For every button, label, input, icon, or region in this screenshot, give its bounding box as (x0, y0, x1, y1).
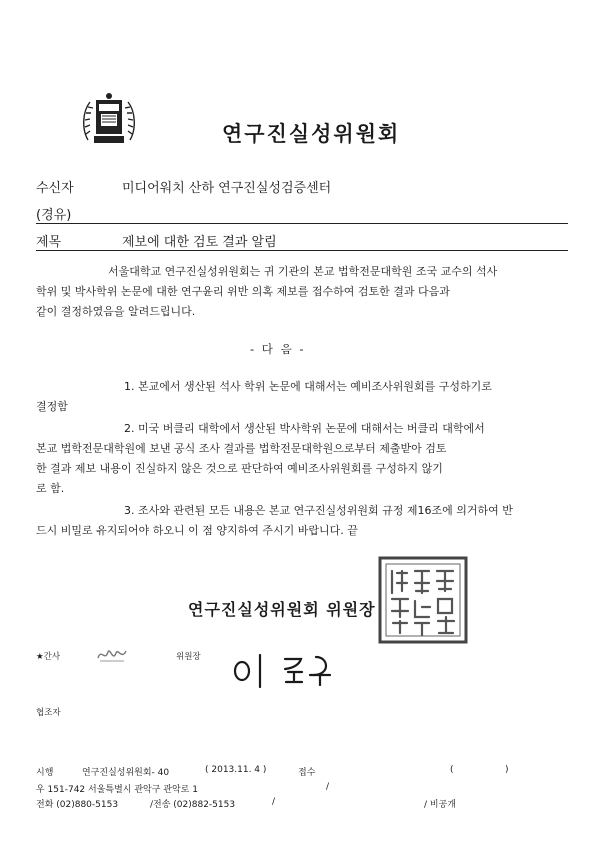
item-1-line-1: 1. 본교에서 생산된 석사 학위 논문에 대해서는 예비조사위원회를 구성하기로 (124, 380, 492, 393)
fax-number: /전송 (02)882-5153 (150, 800, 236, 810)
disclosure-status: / 비공개 (424, 800, 456, 810)
receipt-value: ( ) (450, 765, 509, 775)
enforce-label: 시행 (36, 768, 54, 778)
item-3-line-2: 드시 비밀로 유지되어야 하오니 이 점 양지하여 주시기 바랍니다. 끝 (36, 524, 358, 537)
item-2-line-3: 한 결과 제보 내용이 진실하지 않은 것으로 판단하여 예비조사위원회를 구성하지 않기 (36, 462, 443, 475)
via-label: (경유) (36, 208, 72, 223)
receipt-label: 접수 (298, 768, 316, 778)
intro-paragraph (36, 262, 568, 322)
drafter-signature-icon (95, 644, 129, 666)
chair-label: 위원장 (176, 652, 201, 662)
document-number: 연구진실성위원회- 40 (82, 768, 170, 778)
recipient-label: 수신자 (36, 181, 74, 196)
official-seal-icon (377, 555, 469, 645)
intro-line-2: 학위 및 박사학위 논문에 대한 연구윤리 위반 의혹 제보를 접수하여 검토한 결과 다음과 (36, 285, 450, 298)
enforce-date: ( 2013.11. 4 ) (205, 765, 267, 775)
item-1-line-2: 결정함 (36, 400, 68, 413)
subject-label: 제목 (36, 235, 62, 250)
phone-number: 전화 (02)880-5153 (36, 800, 119, 810)
postal-address: 우 151-742 서울특별시 관악구 관악로 1 (36, 785, 198, 795)
cooperation-label: 협조자 (36, 708, 61, 718)
subject-value: 제보에 대한 검토 결과 알림 (122, 235, 277, 250)
item-1 (36, 377, 568, 417)
header-divider-top (36, 223, 568, 224)
item-3-line-1: 3. 조사와 관련된 모든 내용은 본교 연구진실성위원회 규정 제16조에 의거하여 반 (124, 504, 513, 517)
university-emblem-icon (78, 90, 140, 152)
item-3 (36, 501, 568, 541)
item-2-line-2: 본교 법학전문대학원에 보낸 공식 조사 결과를 법학전문대학원으로부터 제출받아 검토 (36, 442, 447, 455)
chair-signature (230, 649, 345, 689)
section-heading: - 다 음 - (250, 342, 306, 356)
recipient-value: 미디어워치 산하 연구진실성검증센터 (122, 181, 332, 196)
header-divider-bottom (36, 250, 568, 251)
contact-separator: / (272, 797, 276, 807)
item-2-line-4: 로 함. (36, 482, 65, 495)
item-2-line-1: 2. 미국 버클리 대학에서 생산된 박사학위 논문에 대해서는 버클리 대학에서 (124, 422, 485, 435)
sender-name: 연구진실성위원회 위원장 (188, 600, 376, 619)
intro-line-1: 서울대학교 연구진실성위원회는 귀 기관의 본교 법학전문대학원 조국 교수의 석사 (108, 265, 498, 278)
item-2 (36, 419, 568, 499)
address-separator: / (326, 782, 330, 792)
organization-title: 연구진실성위원회 (222, 122, 401, 146)
intro-line-3: 같이 결정하였음을 알려드립니다. (36, 305, 196, 318)
drafter-label: ★간사 (36, 652, 61, 662)
